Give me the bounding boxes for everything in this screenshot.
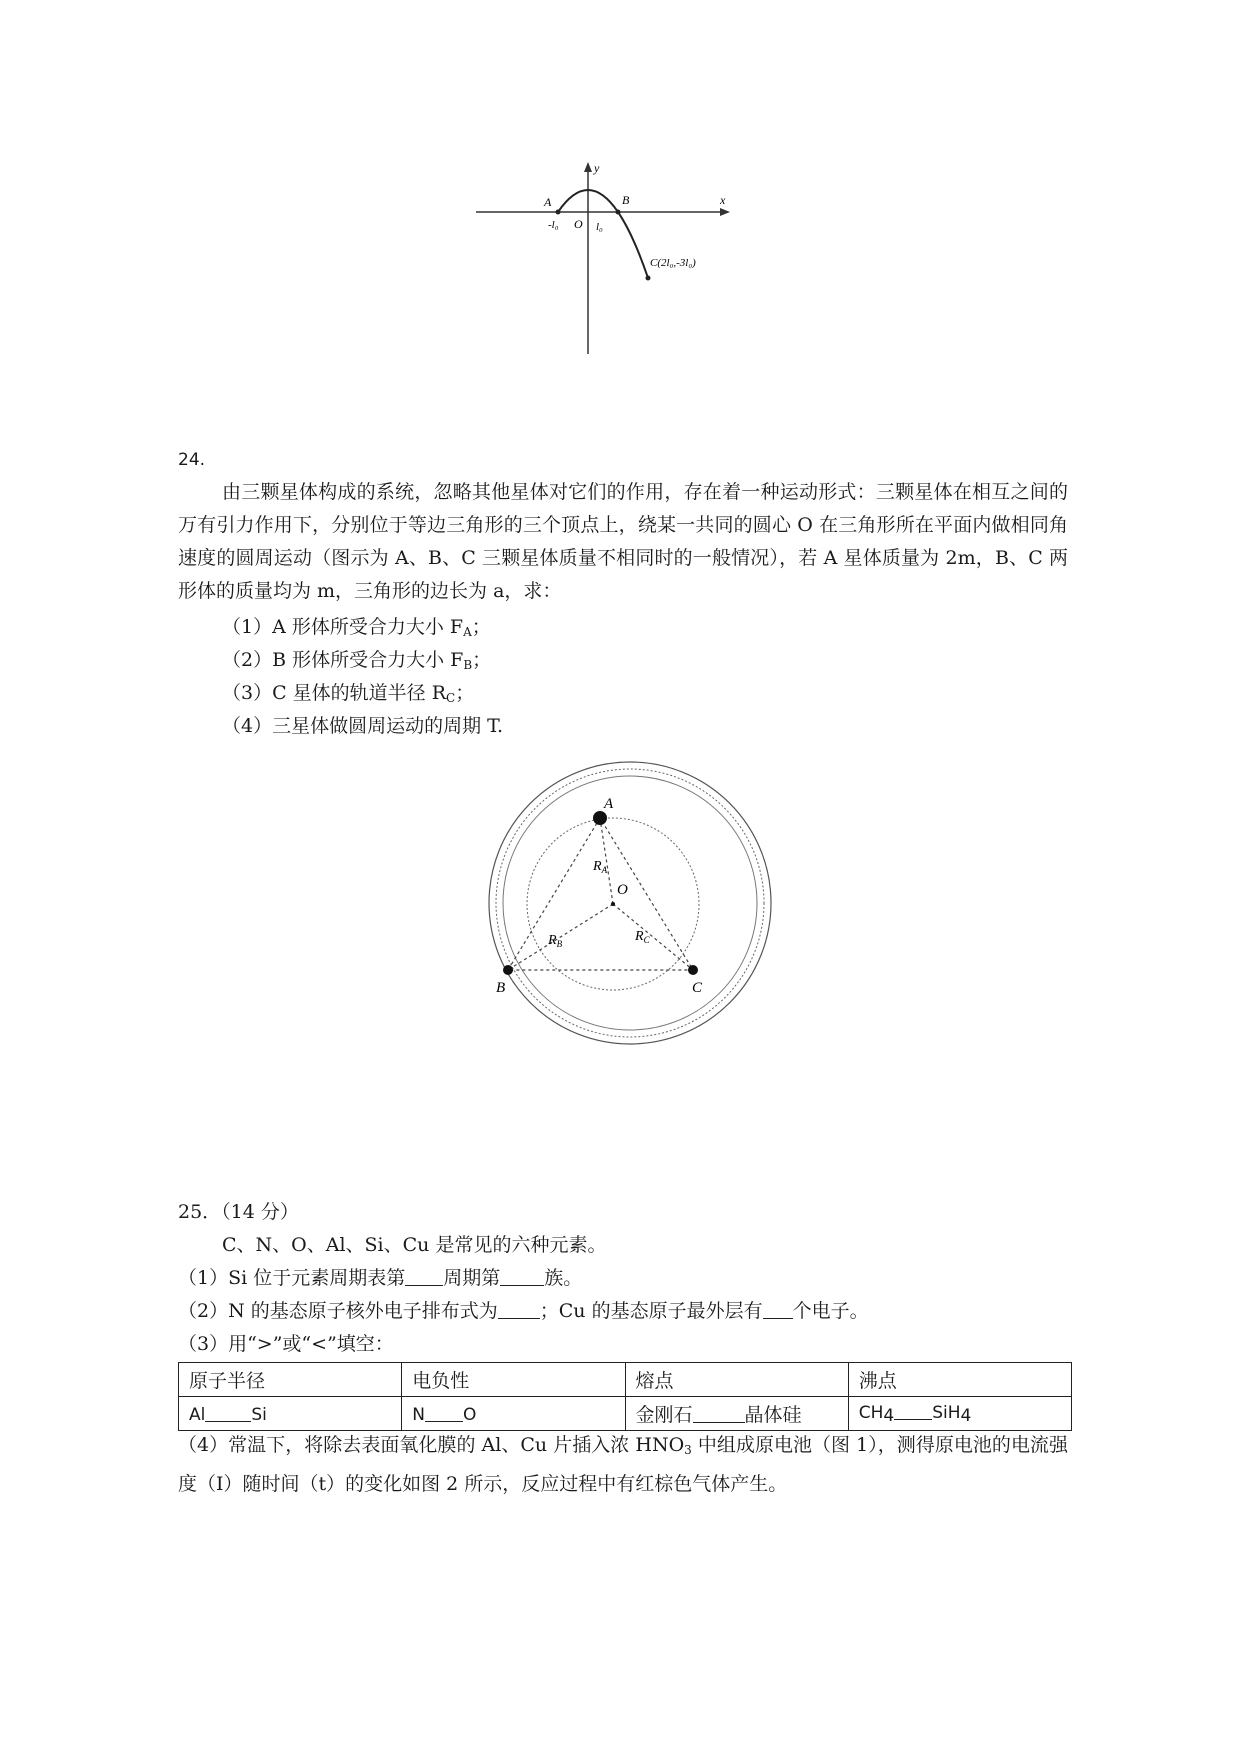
table-row xyxy=(179,1397,1072,1431)
orbit-ring-outer xyxy=(489,762,771,1044)
y-axis-label: y xyxy=(594,161,600,175)
blank-n-o[interactable] xyxy=(425,1403,463,1422)
point-b-label: B xyxy=(622,193,630,207)
cell-ch4-sih4: $CH_4$ SiH$_4$ xyxy=(848,1397,1071,1431)
blank-ch4-sih4[interactable] xyxy=(894,1401,932,1420)
q24-item-1: （1）A 形体所受合力大小 $F_A$； xyxy=(222,616,491,639)
q24-item-3: （3）C 星体的轨道半径 $R_C$； xyxy=(222,682,475,705)
label-o: O xyxy=(617,882,628,898)
label-a: A xyxy=(604,796,614,812)
radius-a xyxy=(600,818,613,904)
q25-number: 25．（14 分） xyxy=(178,1201,299,1223)
q24-paragraph xyxy=(178,476,1068,608)
q25-part-2: （2）N 的基态原子核外电子排布式为 ；Cu 的基态原子最外层有 个电子。 xyxy=(178,1300,869,1322)
blank-electron-config[interactable] xyxy=(498,1300,540,1319)
point-b-dot xyxy=(616,210,621,215)
parabola-figure xyxy=(470,160,740,360)
orbit-ring-dotted xyxy=(496,769,764,1037)
q25-intro: C、N、O、Al、Si、Cu 是常见的六种元素。 xyxy=(222,1234,607,1256)
header-melting-point: 熔点 xyxy=(625,1363,848,1397)
point-c-dot xyxy=(646,276,651,281)
blank-group[interactable] xyxy=(500,1267,544,1286)
label-c: C xyxy=(692,980,703,996)
point-a-dot xyxy=(556,210,561,215)
origin-label: O xyxy=(574,217,583,231)
x-axis-arrow xyxy=(720,208,730,216)
point-a-label: A xyxy=(544,195,552,209)
blank-outer-electrons[interactable] xyxy=(763,1300,793,1319)
q24-item-4: （4）三星体做圆周运动的周期 T. xyxy=(222,715,504,737)
label-rc: $R_C$ xyxy=(635,929,650,945)
star-c xyxy=(688,965,698,975)
star-a xyxy=(593,811,607,825)
blank-period[interactable] xyxy=(405,1267,443,1286)
star-b xyxy=(503,965,513,975)
header-atomic-radius: 原子半径 xyxy=(179,1363,402,1397)
orbit-ring-outer-2 xyxy=(503,776,757,1030)
q25-part-1: （1）Si 位于元素周期表第 周期第 族。 xyxy=(178,1267,583,1289)
label-ra: $R_A$ xyxy=(593,859,608,875)
q24-text: 由三颗星体构成的系统，忽略其他星体对它们的作用，存在着一种运动形式：三颗星体在相互之间的万有引力作用下，分别位于等边三角形的三个顶点上，绕某一共同的圆心 O 在三角形所在平面内做相同角速度的圆周运动（图示为 A、B、C 三颗星体质量不相同时的一般情况），若 A 星体质量为 2m，B、C 两形体的质量均为 m，三角形的边长为 a，求： xyxy=(178,481,1068,602)
header-electronegativity: 电负性 xyxy=(402,1363,625,1397)
blank-al-si[interactable] xyxy=(205,1403,251,1422)
label-rb: $R_B$ xyxy=(548,933,563,949)
q25-part-3: （3）用“>”或“<”填空： xyxy=(178,1333,394,1355)
three-star-orbit-figure xyxy=(480,760,780,1050)
header-boiling-point: 沸点 xyxy=(848,1363,1071,1397)
center-o xyxy=(611,902,615,906)
y-axis-arrow xyxy=(584,162,592,172)
comparison-table xyxy=(178,1362,1072,1431)
label-b: B xyxy=(496,980,506,996)
q25-part-4: （4）常温下，将除去表面氧化膜的 Al、Cu 片插入浓 $HNO_3$ 中组成原电池（图 1），测得原电池的电流强度（I）随时间（t）的变化如图 2 所示，反应过程中有红棕色气体产生。 xyxy=(178,1434,1068,1495)
tick-neg-l0: -l₀ xyxy=(548,219,559,231)
parabola-curve xyxy=(558,190,648,278)
blank-diamond-silicon[interactable] xyxy=(693,1404,745,1423)
x-axis-label: x xyxy=(720,193,726,207)
radius-b xyxy=(508,904,613,970)
cell-diamond-silicon: 金刚石 晶体硅 xyxy=(625,1397,848,1431)
radius-c xyxy=(613,904,693,970)
cell-n-o: N O xyxy=(402,1397,625,1431)
q24-number: 24. xyxy=(178,450,206,470)
q24-item-2: （2）B 形体所受合力大小 $F_B$； xyxy=(222,649,492,672)
tick-pos-l0: l₀ xyxy=(596,221,603,233)
point-c-label: C(2l₀,-3l₀) xyxy=(650,257,696,269)
cell-al-si: Al Si xyxy=(179,1397,402,1431)
table-header-row xyxy=(179,1363,1072,1397)
